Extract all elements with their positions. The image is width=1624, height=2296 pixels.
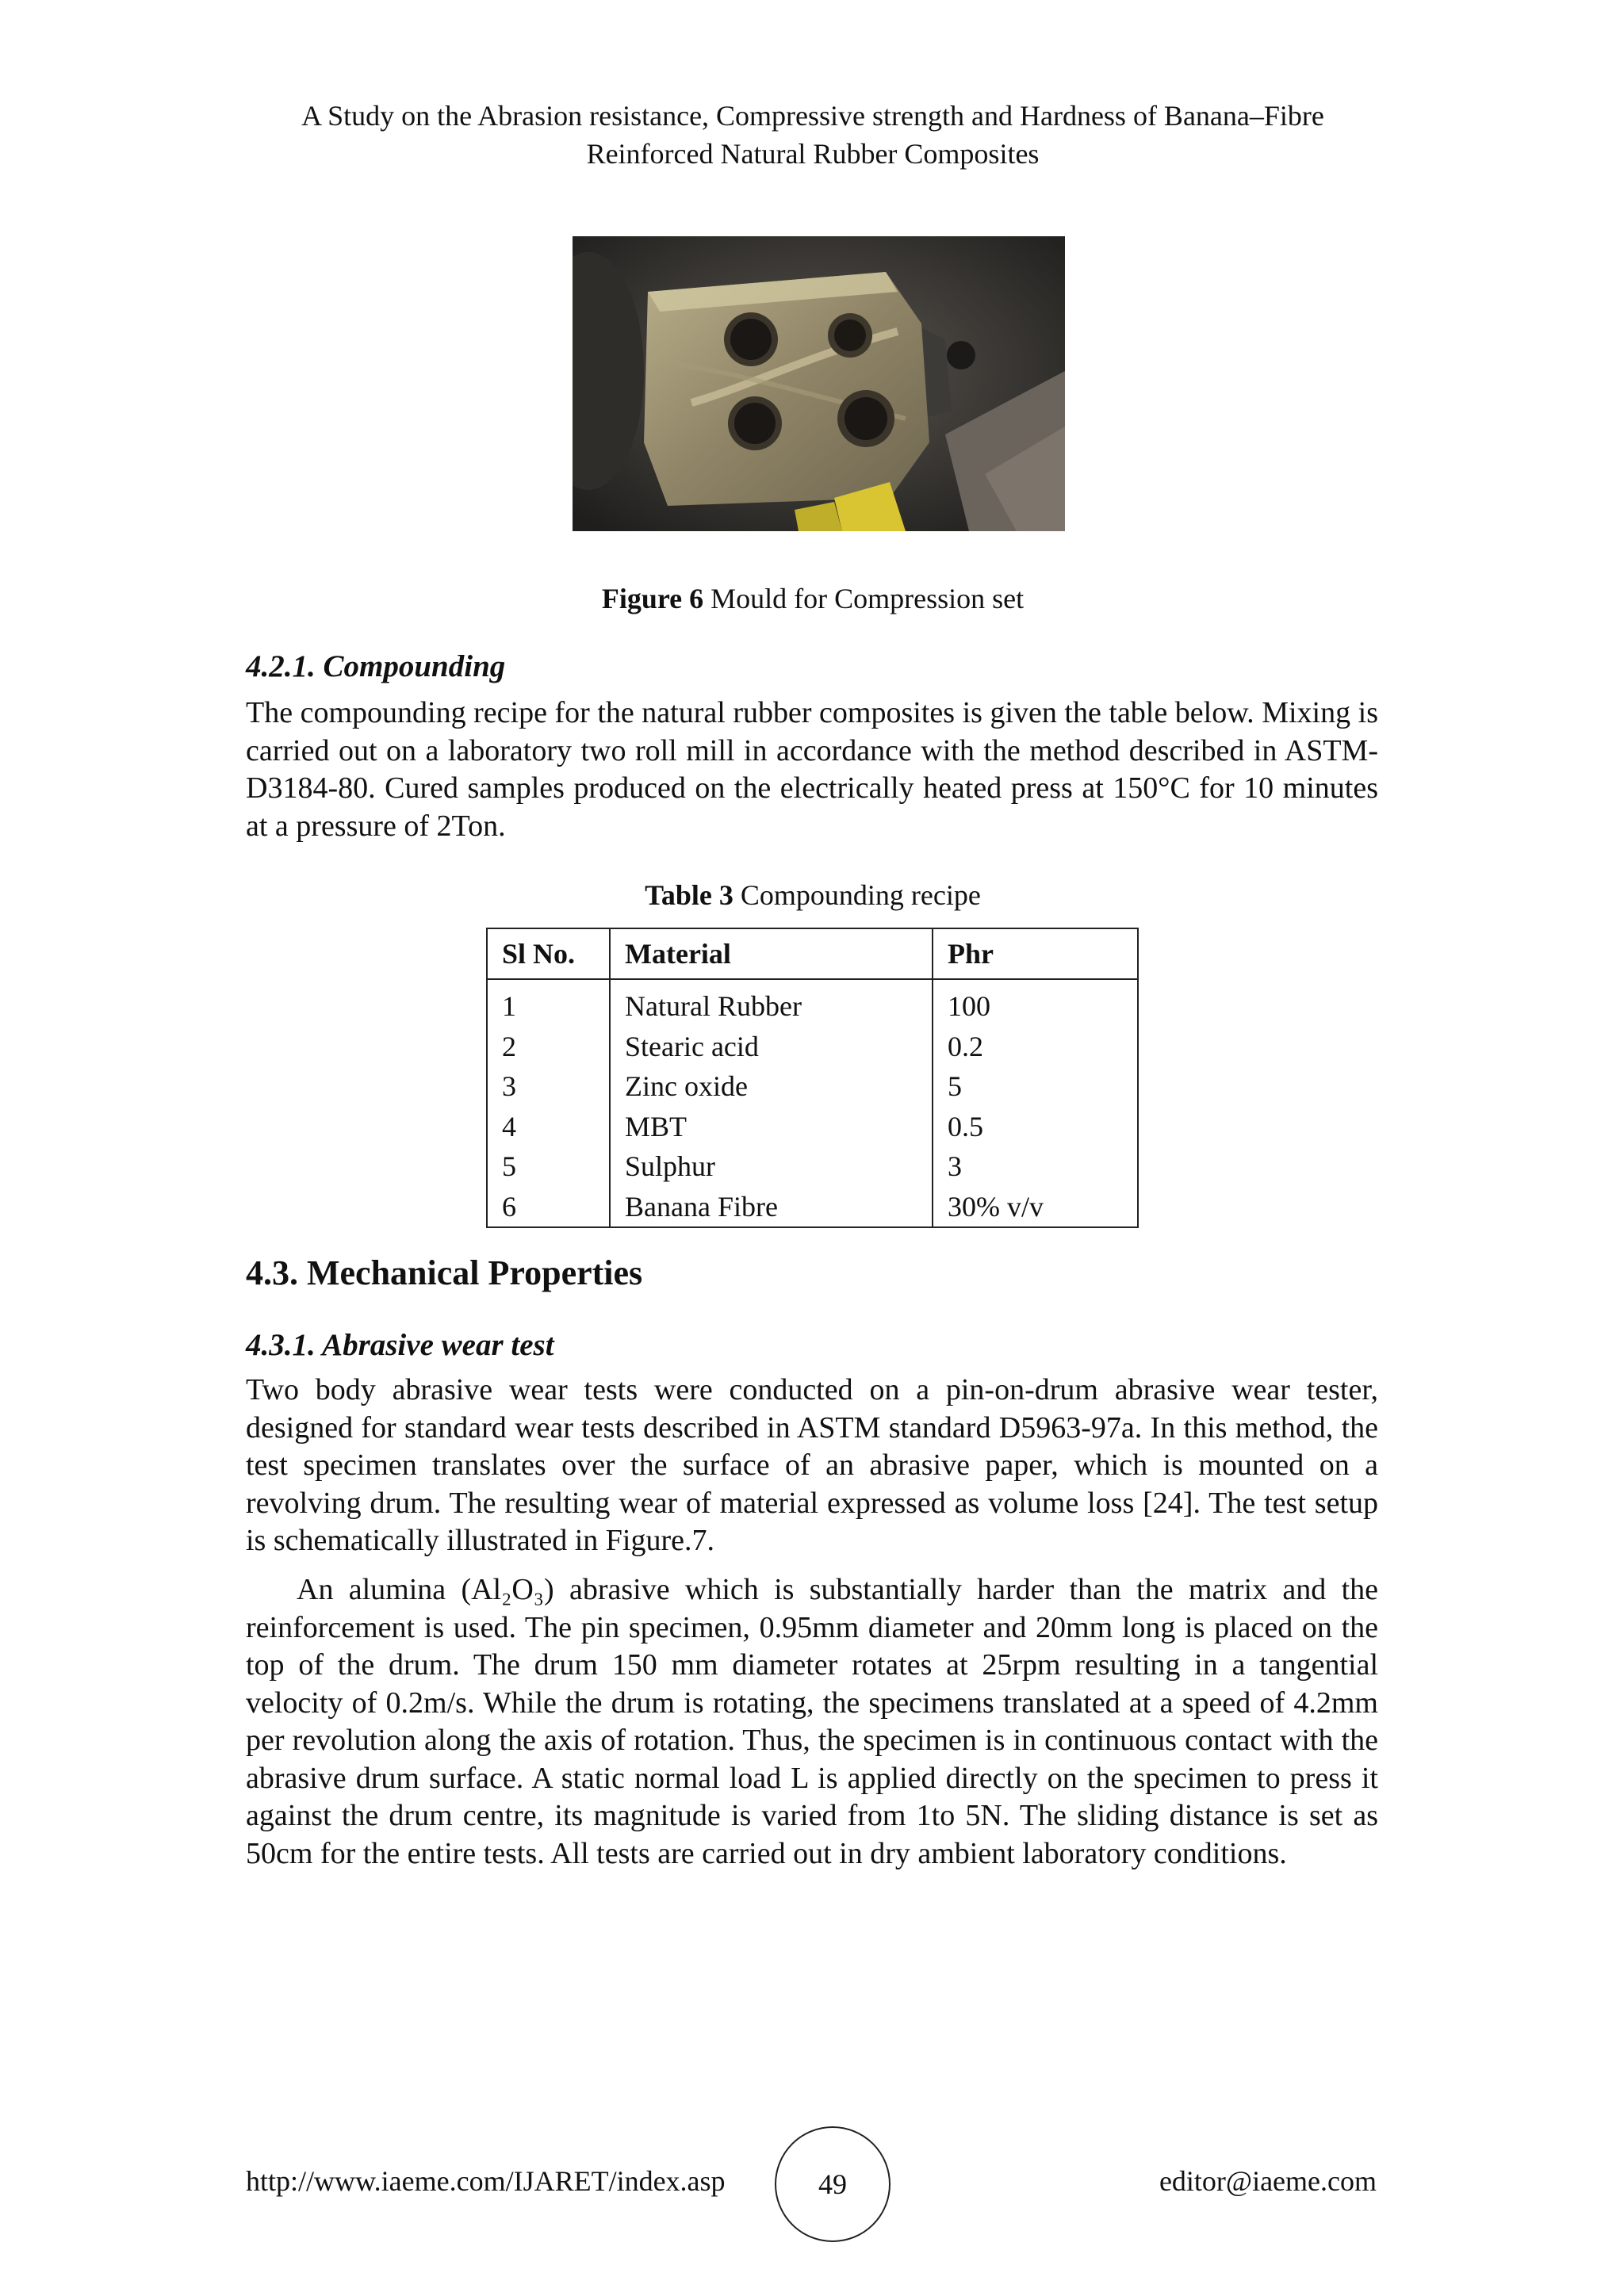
header-material: Material	[610, 928, 933, 979]
page-number: 49	[818, 2168, 847, 2200]
heading-4-3-1: 4.3.1. Abrasive wear test	[246, 1328, 554, 1362]
running-header-line-2: Reinforced Natural Rubber Composites	[586, 138, 1040, 170]
compounding-recipe-table	[486, 928, 1139, 1228]
table-row	[487, 1187, 1138, 1228]
cell-phr: 100	[933, 979, 1138, 1027]
figure-6-caption-text: Mould for Compression set	[710, 583, 1025, 614]
page-number-badge	[775, 2126, 891, 2242]
table-row	[487, 1146, 1138, 1187]
table-3-caption-text: Compounding recipe	[740, 879, 981, 911]
table-header-row	[487, 928, 1138, 979]
cell-sl-no: 2	[487, 1027, 610, 1067]
heading-4-2-1: 4.2.1. Compounding	[246, 649, 506, 683]
header-sl-no: Sl No.	[487, 928, 610, 979]
table-row	[487, 979, 1138, 1027]
cell-material: Stearic acid	[610, 1027, 933, 1067]
cell-phr: 0.5	[933, 1107, 1138, 1147]
running-header	[238, 97, 1388, 173]
header-phr: Phr	[933, 928, 1138, 979]
figure-6-photo	[573, 236, 1065, 531]
mould-photo-illustration	[573, 236, 1065, 531]
cell-material: Sulphur	[610, 1146, 933, 1187]
abrasive-wear-paragraph-2: An alumina (Al₂O₃) abrasive which is substantially harder than the matrix and the reinforcement is used. The pin specimen, 0.95mm diameter and 20mm long is placed on the top of the drum. The drum 150 mm diameter rotates at 25rpm resulting in a tangential velocity of 0.2m/s. While the drum is rotating, the specimens translated at a speed of 4.2mm per revolution along the axis of rotation. Thus, the specimen is in continuous contact with the abrasive drum surface. A static normal load L is applied directly on the specimen to press it against the drum centre, its magnitude is varied from 1to 5N. The sliding distance is set as 50cm for the entire tests. All tests are carried out in dry ambient laboratory conditions.	[246, 1573, 1378, 1870]
abrasive-wear-paragraph-1: Two body abrasive wear tests were conducted on a pin-on-drum abrasive wear tester, designed for standard wear tests described in ASTM standard D5963-97a. In this method, the test specimen translates over the surface of an abrasive paper, which is mounted on a revolving drum. The resulting wear of material expressed as volume loss [24]. The test setup is schematically illustrated in Figure.7.	[246, 1373, 1378, 1557]
footer-url[interactable]: http://www.iaeme.com/IJARET/index.asp	[246, 2165, 726, 2197]
cell-phr: 0.2	[933, 1027, 1138, 1067]
table-row	[487, 1027, 1138, 1067]
heading-4-3: 4.3. Mechanical Properties	[246, 1253, 643, 1292]
footer-email[interactable]: editor@iaeme.com	[1159, 2165, 1377, 2197]
cell-sl-no: 4	[487, 1107, 610, 1147]
cell-sl-no: 5	[487, 1146, 610, 1187]
table-row	[487, 1107, 1138, 1147]
cell-phr: 30% v/v	[933, 1187, 1138, 1228]
cell-material: Banana Fibre	[610, 1187, 933, 1228]
cell-sl-no: 3	[487, 1066, 610, 1107]
cell-material: Natural Rubber	[610, 979, 933, 1027]
cell-sl-no: 1	[487, 979, 610, 1027]
compounding-paragraph: The compounding recipe for the natural rubber composites is given the table below. Mixing is carried out on a laboratory two roll mill in accordance with the method described in ASTM-D3184-80. Cured samples produced on the electrically heated press at 150°C for 10 minutes at a pressure of 2Ton.	[246, 696, 1378, 843]
figure-6-label: Figure 6	[601, 583, 704, 614]
cell-material: MBT	[610, 1107, 933, 1147]
table-3-caption	[238, 878, 1388, 912]
cell-material: Zinc oxide	[610, 1066, 933, 1107]
running-header-line-1: A Study on the Abrasion resistance, Compressive strength and Hardness of Banana–Fibre	[301, 100, 1324, 132]
cell-phr: 3	[933, 1146, 1138, 1187]
figure-6-caption	[238, 582, 1388, 615]
cell-phr: 5	[933, 1066, 1138, 1107]
table-row	[487, 1066, 1138, 1107]
cell-sl-no: 6	[487, 1187, 610, 1228]
table-3-label: Table 3	[645, 879, 733, 911]
